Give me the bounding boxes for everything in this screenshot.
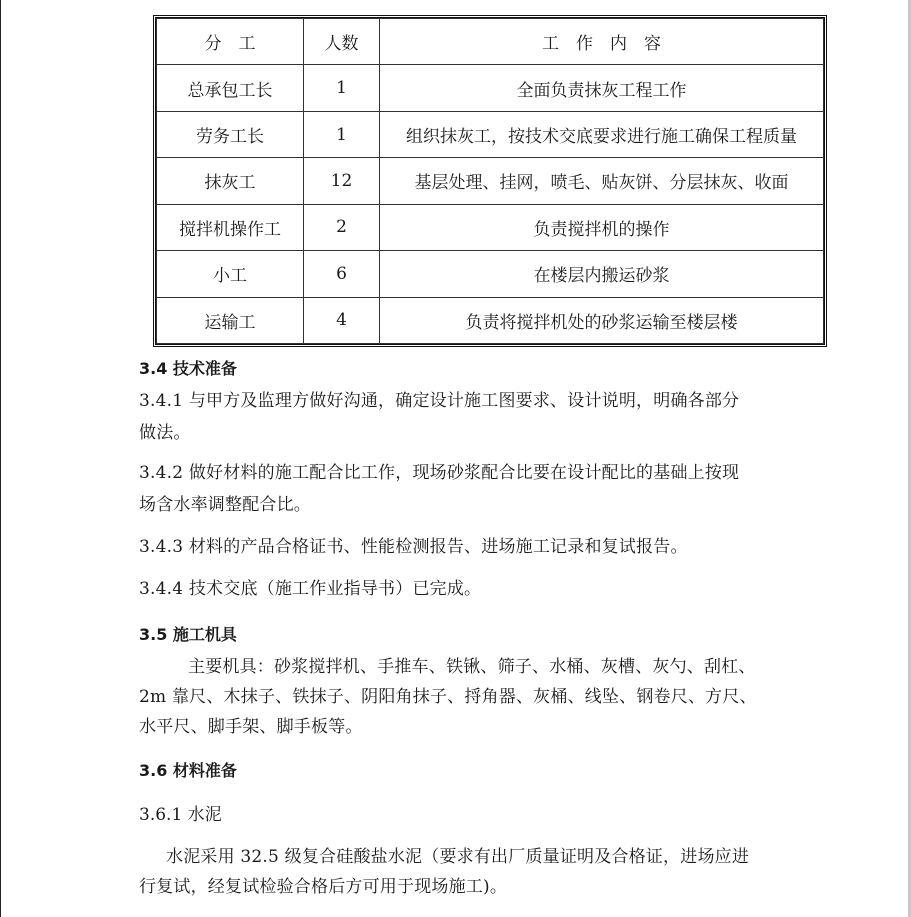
paragraph-3-4-2-line-2: 场含水率调整配合比。 <box>139 495 311 515</box>
header-headcount: 人数 <box>304 19 380 65</box>
cell-work-content: 负责将搅拌机处的砂浆运输至楼层楼 <box>380 297 824 343</box>
subsection-heading-3-6-1: 3.6.1 水泥 <box>139 805 222 825</box>
table-row <box>157 111 824 157</box>
cell-division: 小工 <box>157 251 304 297</box>
paragraph-3-5-line-2: 2m 靠尺、木抹子、铁抹子、阴阳角抹子、捋角器、灰桶、线坠、钢卷尺、方尺、 <box>139 687 757 707</box>
cell-work-content: 全面负责抹灰工程工作 <box>380 65 824 111</box>
cell-division: 抹灰工 <box>157 158 304 204</box>
paragraph-3-5-line-1: 主要机具：砂浆搅拌机、手推车、铁锹、筛子、水桶、灰槽、灰勺、刮杠、 <box>188 657 756 677</box>
section-heading-3-6: 3.6 材料准备 <box>139 761 237 780</box>
cell-headcount: 4 <box>304 297 380 343</box>
cell-division: 搅拌机操作工 <box>157 204 304 250</box>
table-row <box>157 204 824 250</box>
cell-headcount: 1 <box>304 65 380 111</box>
cell-division: 运输工 <box>157 297 304 343</box>
cell-division: 劳务工长 <box>157 111 304 157</box>
paragraph-3-4-3: 3.4.3 材料的产品合格证书、性能检测报告、进场施工记录和复试报告。 <box>139 537 688 557</box>
cell-work-content: 负责搅拌机的操作 <box>380 204 824 250</box>
table-row <box>157 297 824 343</box>
paragraph-3-6-1-line-1: 水泥采用 32.5 级复合硅酸盐水泥（要求有出厂质量证明及合格证，进场应进 <box>166 847 750 867</box>
table-row <box>157 251 824 297</box>
paragraph-3-4-1-line-1: 3.4.1 与甲方及监理方做好沟通，确定设计施工图要求、设计说明，明确各部分 <box>139 391 740 411</box>
cell-headcount: 1 <box>304 111 380 157</box>
header-division: 分 工 <box>157 19 304 65</box>
labor-assignment-table <box>153 15 827 347</box>
section-heading-3-5: 3.5 施工机具 <box>139 625 237 644</box>
cell-headcount: 2 <box>304 204 380 250</box>
paragraph-3-5-line-3: 水平尺、脚手架、脚手板等。 <box>139 717 363 737</box>
table-row <box>157 158 824 204</box>
page-left-border <box>0 0 1 917</box>
paragraph-3-4-1-line-2: 做法。 <box>139 423 191 443</box>
section-heading-3-4: 3.4 技术准备 <box>139 359 237 378</box>
cell-headcount: 6 <box>304 251 380 297</box>
cell-division: 总承包工长 <box>157 65 304 111</box>
header-work-content: 工 作 内 容 <box>380 19 824 65</box>
cell-headcount: 12 <box>304 158 380 204</box>
table-header-row <box>157 19 824 65</box>
cell-work-content: 组织抹灰工，按技术交底要求进行施工确保工程质量 <box>380 111 824 157</box>
table-row <box>157 65 824 111</box>
paragraph-3-4-2-line-1: 3.4.2 做好材料的施工配合比工作，现场砂浆配合比要在设计配比的基础上按现 <box>139 463 740 483</box>
paragraph-3-4-4: 3.4.4 技术交底（施工作业指导书）已完成。 <box>139 579 482 599</box>
cell-work-content: 基层处理、挂网，喷毛、贴灰饼、分层抹灰、收面 <box>380 158 824 204</box>
paragraph-3-6-1-line-2: 行复试，经复试检验合格后方可用于现场施工)。 <box>139 877 508 897</box>
cell-work-content: 在楼层内搬运砂浆 <box>380 251 824 297</box>
